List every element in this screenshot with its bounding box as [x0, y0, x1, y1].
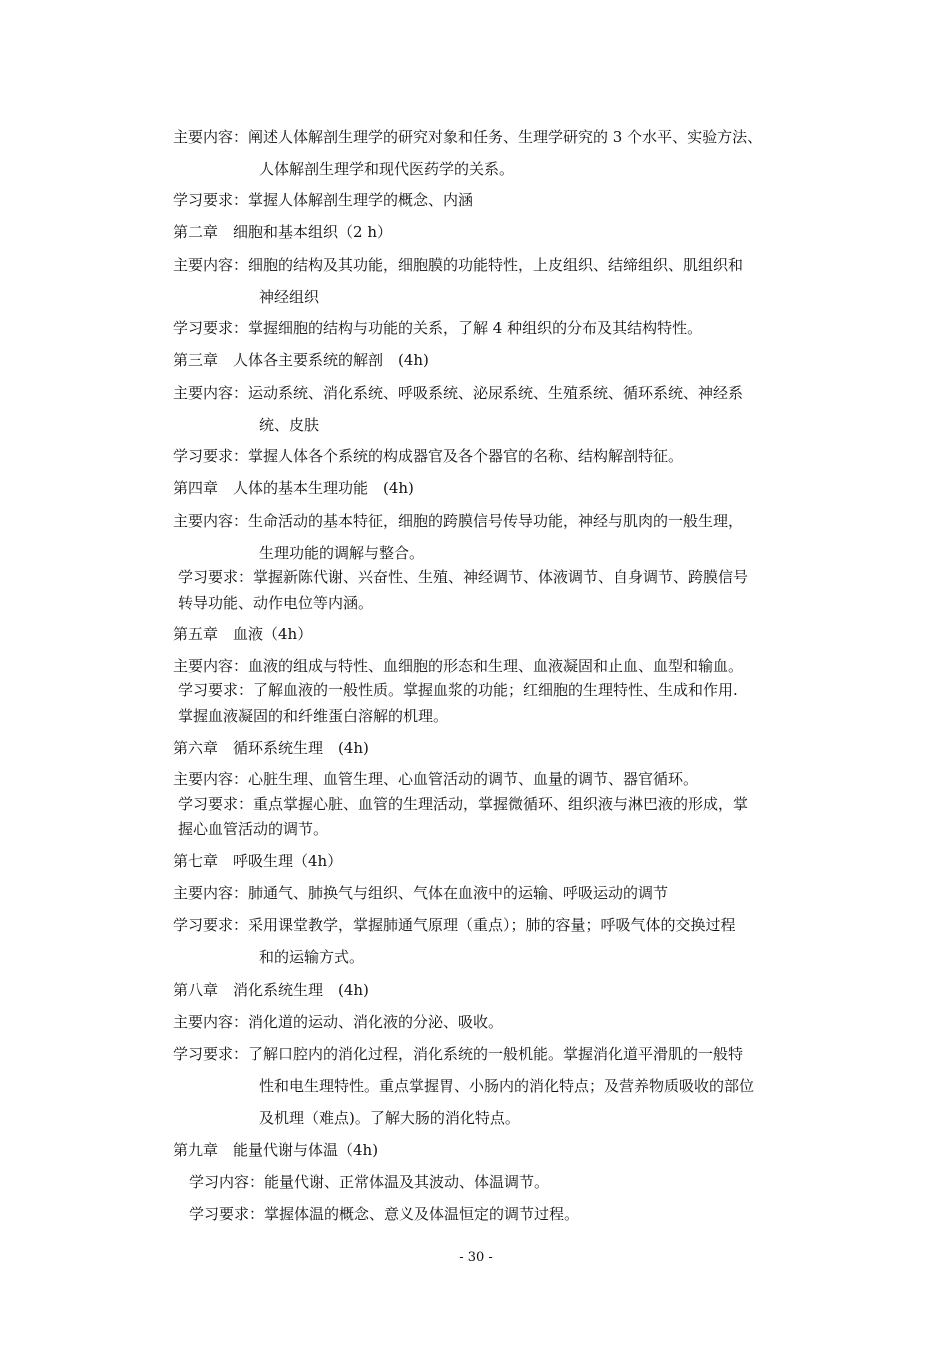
text-line: 学习要求：掌握人体解剖生理学的概念、内涵 [173, 191, 474, 209]
text-line: 学习要求：掌握体温的概念、意义及体温恒定的调节过程。 [189, 1205, 580, 1223]
text-line: 主要内容：肺通气、肺换气与组织、气体在血液中的运输、呼吸运动的调节 [173, 884, 669, 902]
text-line: 掌握血液凝固的和纤维蛋白溶解的机理。 [178, 707, 449, 725]
text-line: 性和电生理特性。重点掌握胃、小肠内的消化特点；及营养物质吸收的部位 [259, 1077, 755, 1095]
text-line: 学习要求：掌握细胞的结构与功能的关系，了解 4 种组织的分布及其结构特性。 [173, 319, 703, 337]
chapter-heading: 第二章 细胞和基本组织（2 h） [173, 223, 392, 241]
text-line: 学习要求：采用课堂教学，掌握肺通气原理（重点）；肺的容量；呼吸气体的交换过程 [173, 916, 736, 934]
chapter-heading: 第九章 能量代谢与体温（4h) [173, 1141, 379, 1159]
chapter-heading: 第三章 人体各主要系统的解剖 (4h) [173, 351, 429, 369]
text-line: 主要内容：心脏生理、血管生理、心血管活动的调节、血量的调节、器官循环。 [173, 770, 699, 788]
page-number: - 30 - [459, 1250, 493, 1265]
text-line: 及机理（难点)。了解大肠的消化特点。 [259, 1109, 520, 1127]
text-line: 握心血管活动的调节。 [178, 820, 329, 838]
text-line: 学习要求：重点掌握心脏、血管的生理活动，掌握微循环、组织液与淋巴液的形成，掌 [178, 795, 749, 813]
text-line: 统、皮肤 [259, 416, 320, 434]
text-line: 主要内容：细胞的结构及其功能，细胞膜的功能特性，上皮组织、结缔组织、肌组织和 [173, 256, 744, 274]
text-line: 和的运输方式。 [259, 948, 365, 966]
text-line: 学习要求：掌握人体各个系统的构成器官及各个器官的名称、结构解剖特征。 [173, 447, 684, 465]
chapter-heading: 第六章 循环系统生理 (4h) [173, 739, 369, 757]
text-line: 主要内容：运动系统、消化系统、呼吸系统、泌尿系统、生殖系统、循环系统、神经系 [173, 384, 744, 402]
text-line: 生理功能的调解与整合。 [259, 544, 425, 562]
chapter-heading: 第七章 呼吸生理（4h） [173, 852, 343, 870]
text-line: 神经组织 [259, 288, 320, 306]
text-line: 转导功能、动作电位等内涵。 [178, 594, 374, 612]
text-line: 学习要求：了解口腔内的消化过程，消化系统的一般机能。掌握消化道平滑肌的一般特 [173, 1045, 744, 1063]
chapter-heading: 第八章 消化系统生理 (4h) [173, 981, 369, 999]
text-line: 主要内容：消化道的运动、消化液的分泌、吸收。 [173, 1013, 504, 1031]
text-line: 主要内容：血液的组成与特性、血细胞的形态和生理、血液凝固和止血、血型和输血。 [173, 657, 744, 675]
text-line: 人体解剖生理学和现代医药学的关系。 [259, 160, 515, 178]
text-line: 主要内容：生命活动的基本特征，细胞的跨膜信号传导功能，神经与肌肉的一般生理， [173, 512, 744, 530]
chapter-heading: 第五章 血液（4h） [173, 625, 313, 643]
text-line: 学习内容：能量代谢、正常体温及其波动、体温调节。 [189, 1173, 550, 1191]
text-line: 学习要求：掌握新陈代谢、兴奋性、生殖、神经调节、体液调节、自身调节、跨膜信号 [178, 568, 749, 586]
text-line: 主要内容：阐述人体解剖生理学的研究对象和任务、生理学研究的 3 个水平、实验方法、 [173, 128, 763, 146]
chapter-heading: 第四章 人体的基本生理功能 (4h) [173, 479, 414, 497]
text-line: 学习要求：了解血液的一般性质。掌握血浆的功能；红细胞的生理特性、生成和作用. [178, 681, 738, 699]
